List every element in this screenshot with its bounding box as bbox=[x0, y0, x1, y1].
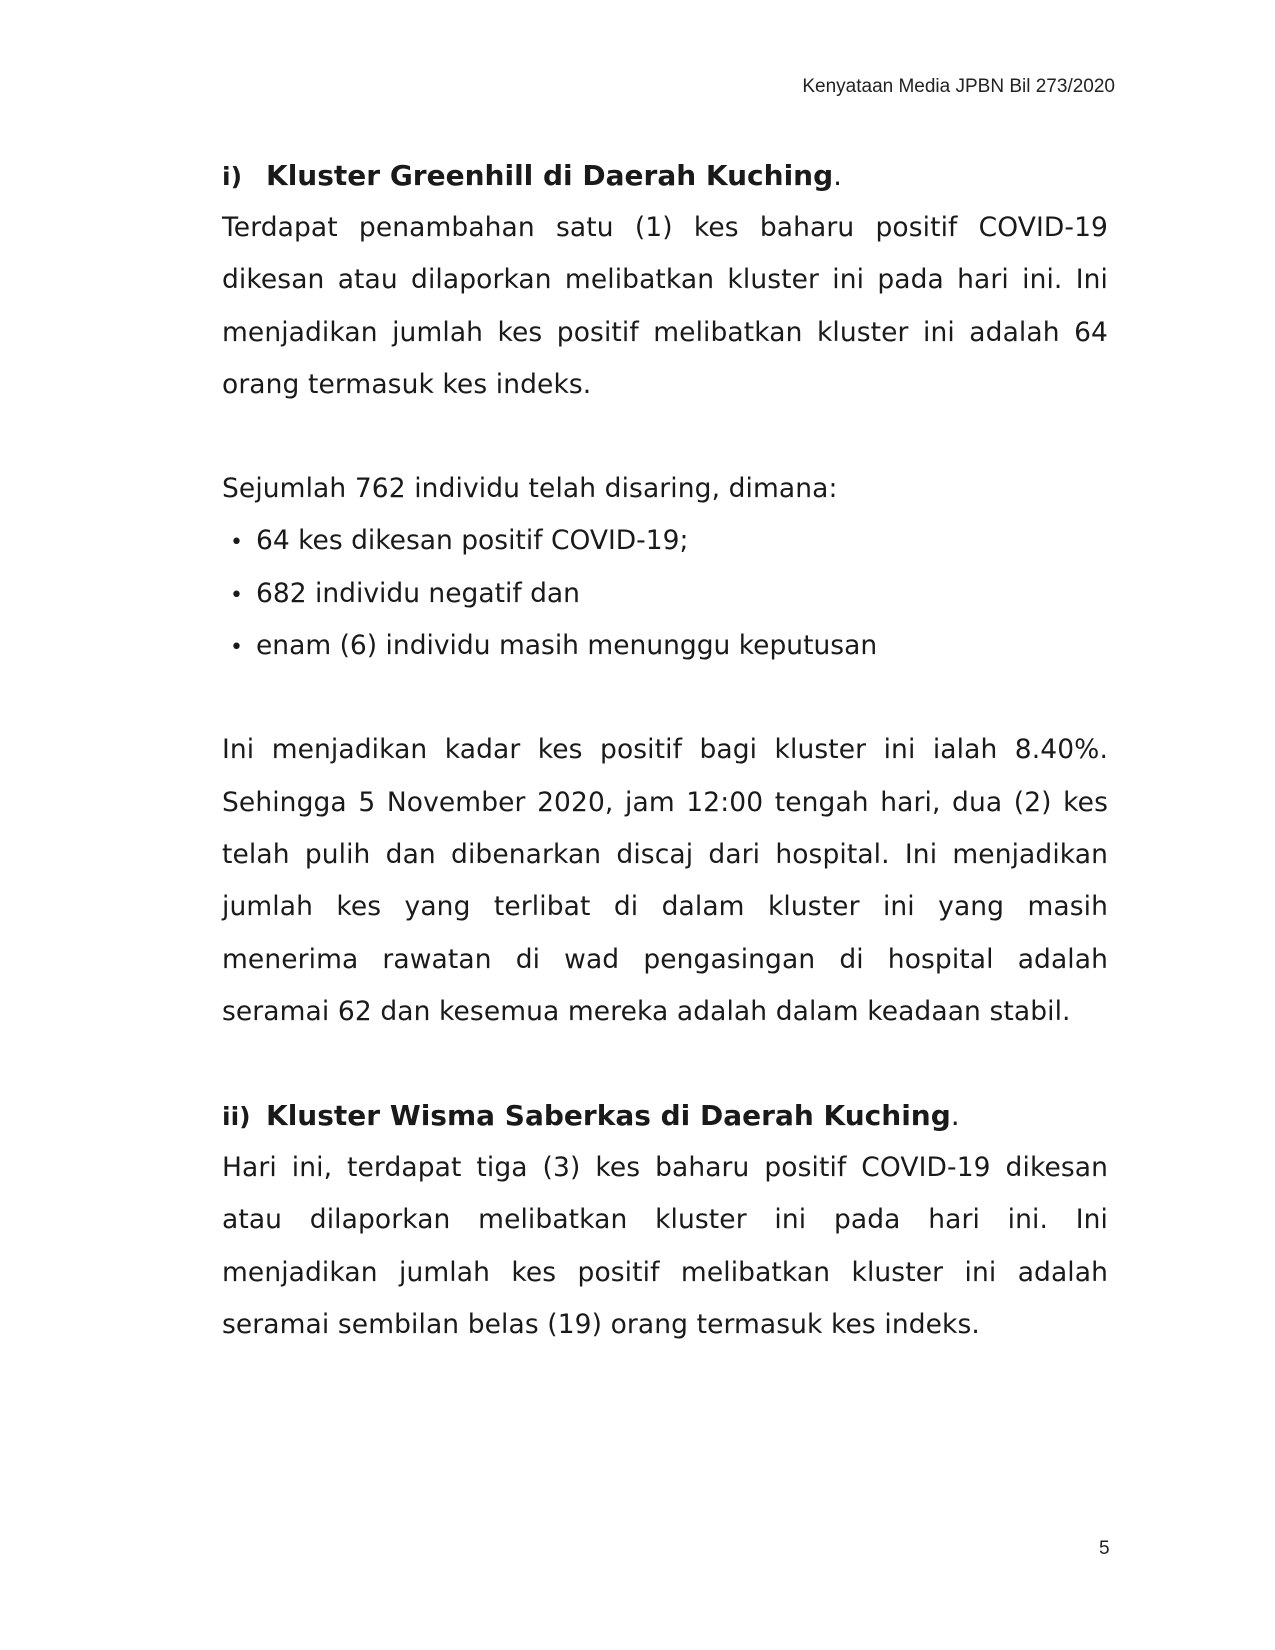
section-title-period: . bbox=[833, 159, 843, 192]
page-header: Kenyataan Media JPBN Bil 273/2020 bbox=[802, 76, 1115, 97]
screening-results-list bbox=[222, 515, 1108, 672]
bullet-icon: • bbox=[230, 530, 243, 556]
paragraph-spacer bbox=[222, 1038, 1108, 1090]
greenhill-paragraph-status: Ini menjadikan kadar kes positif bagi kluster ini ialah 8.40%. Sehingga 5 November 2020, jam 12:00 tengah hari, dua (2) kes telah pulih dan dibenarkan discaj dari hospital. Ini menjadikan jumlah kes yang terlibat di dalam kluster ini yang masih menerima rawatan di wad pengasingan di hospital adalah seramai 62 dan kesemua mereka adalah dalam keadaan stabil. bbox=[222, 734, 1108, 1027]
section-number: ii) bbox=[222, 1102, 251, 1132]
list-item-text: 682 individu negatif dan bbox=[256, 577, 580, 609]
section-number: i) bbox=[222, 162, 242, 191]
bullet-icon: • bbox=[230, 635, 243, 661]
list-item-text: 64 kes dikesan positif COVID-19; bbox=[256, 525, 689, 557]
list-item bbox=[222, 515, 1108, 567]
document-body bbox=[222, 150, 1108, 1351]
paragraph-spacer bbox=[222, 672, 1108, 724]
list-item bbox=[222, 620, 1108, 672]
section-heading-greenhill bbox=[222, 150, 1108, 202]
list-item-text: enam (6) individu masih menunggu keputusan bbox=[256, 630, 878, 662]
greenhill-paragraph-new-cases: Terdapat penambahan satu (1) kes baharu positif COVID-19 dikesan atau dilaporkan melibatkan kluster ini pada hari ini. Ini menjadikan jumlah kes positif melibatkan kluster ini adalah 64 orang termasuk kes indeks. bbox=[222, 212, 1108, 400]
section-title: Kluster Wisma Saberkas di Daerah Kuching bbox=[266, 1099, 951, 1133]
section-title-period: . bbox=[950, 1099, 960, 1133]
wisma-saberkas-paragraph-new-cases: Hari ini, terdapat tiga (3) kes baharu positif COVID-19 dikesan atau dilaporkan melibatkan kluster ini pada hari ini. Ini menjadikan jumlah kes positif melibatkan kluster ini adalah seramai sembilan belas (19) orang termasuk kes indeks. bbox=[222, 1152, 1108, 1341]
section-title: Kluster Greenhill di Daerah Kuching bbox=[266, 159, 834, 192]
section-heading-wisma-saberkas bbox=[222, 1090, 1108, 1142]
page-number: 5 bbox=[1099, 1538, 1110, 1559]
greenhill-screening-intro: Sejumlah 762 individu telah disaring, dimana: bbox=[222, 473, 838, 505]
paragraph-spacer bbox=[222, 411, 1108, 463]
bullet-icon: • bbox=[230, 582, 243, 608]
list-item bbox=[222, 568, 1108, 620]
